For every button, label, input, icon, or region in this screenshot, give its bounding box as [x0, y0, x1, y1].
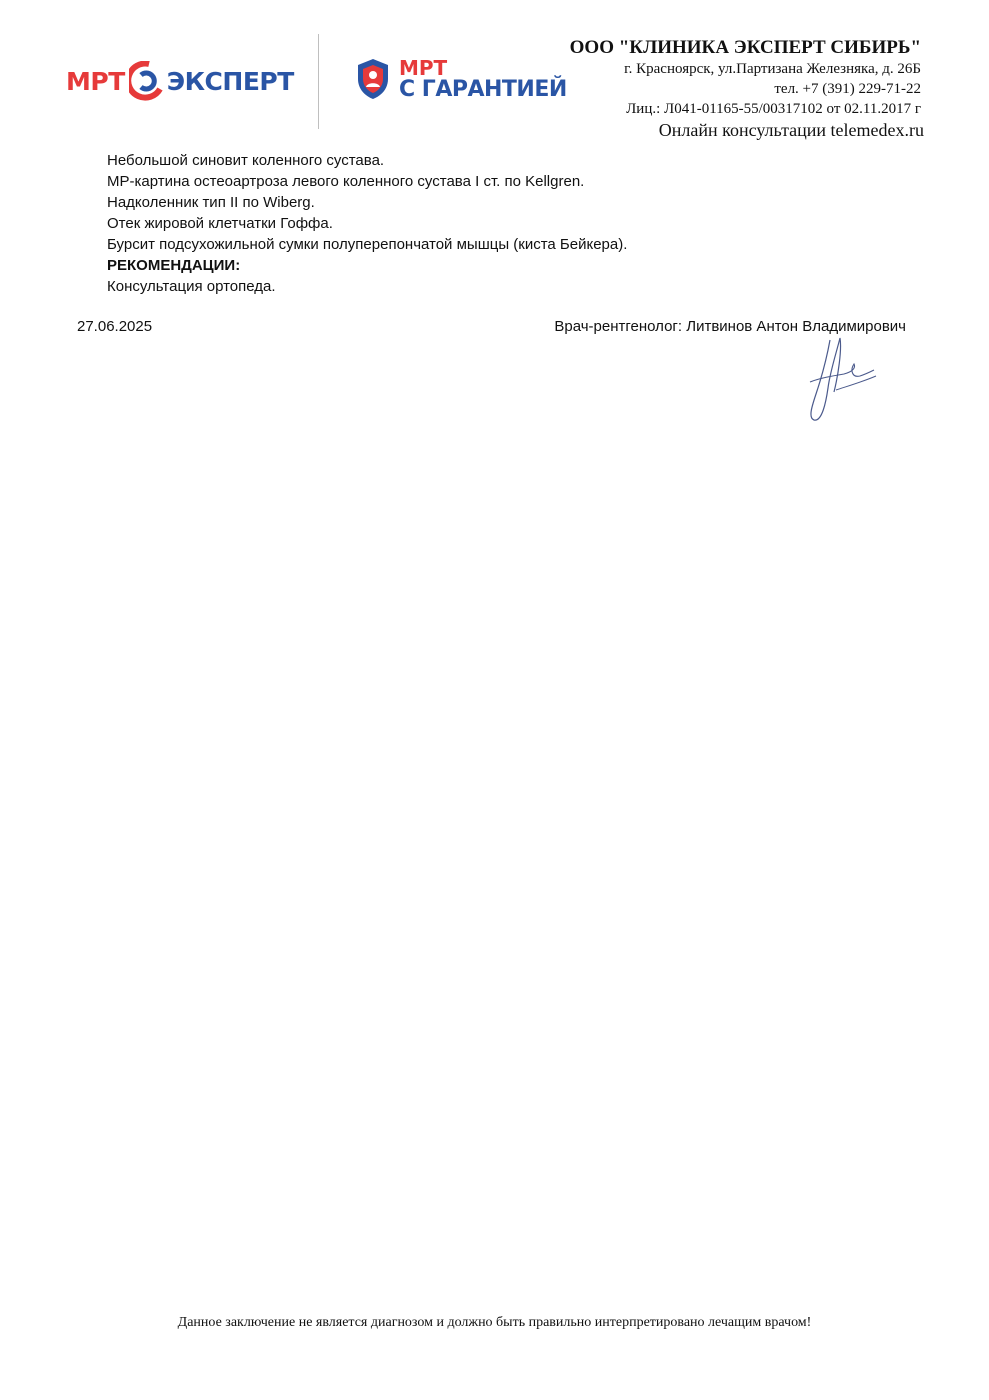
logo2-line1: МРТ — [399, 56, 448, 80]
shield-icon — [355, 57, 391, 101]
mrt-guarantee-logo — [355, 57, 567, 101]
logo1-part1: МРТ — [66, 66, 125, 96]
recommendations-heading: РЕКОМЕНДАЦИИ: — [107, 257, 241, 274]
signature-icon — [796, 332, 882, 426]
conclusion-line: Надколенник тип II по Wiberg. — [107, 194, 315, 211]
clinic-online: Онлайн консультации telemedex.ru — [658, 120, 924, 140]
logo2-line2: С ГАРАНТИЕЙ — [399, 77, 567, 102]
clinic-license: Лиц.: Л041-01165-55/00317102 от 02.11.2017 г — [626, 101, 921, 117]
conclusion-line: Бурсит подсухожильной сумки полуперепончатой мышцы (киста Бейкера). — [107, 236, 628, 253]
conclusion-line: МР-картина остеоартроза левого коленного сустава I ст. по Kellgren. — [107, 173, 585, 190]
clinic-name: ООО "КЛИНИКА ЭКСПЕРТ СИБИРЬ" — [569, 37, 921, 58]
report-date: 27.06.2025 — [77, 318, 153, 335]
logo1-part2: ЭКСПЕРТ — [166, 66, 294, 96]
conclusion-block — [107, 150, 627, 297]
clinic-info — [569, 37, 924, 141]
mrt-expert-logo — [66, 58, 294, 104]
disclaimer: Данное заключение не является диагнозом и должно быть правильно интерпретировано лечащим врачом! — [177, 1315, 812, 1330]
doctor-name: Врач-рентгенолог: Литвинов Антон Владимирович — [554, 318, 906, 335]
header-divider — [318, 34, 319, 129]
conclusion-line: Небольшой синовит коленного сустава. — [107, 152, 385, 169]
clinic-address: г. Красноярск, ул.Партизана Железняка, д. 26Б — [624, 61, 921, 77]
clinic-phone: тел. +7 (391) 229-71-22 — [774, 81, 921, 97]
conclusion-line: Отек жировой клетчатки Гоффа. — [107, 215, 333, 232]
logo-swirl-icon — [129, 61, 163, 101]
recommendation-text: Консультация ортопеда. — [107, 278, 276, 295]
